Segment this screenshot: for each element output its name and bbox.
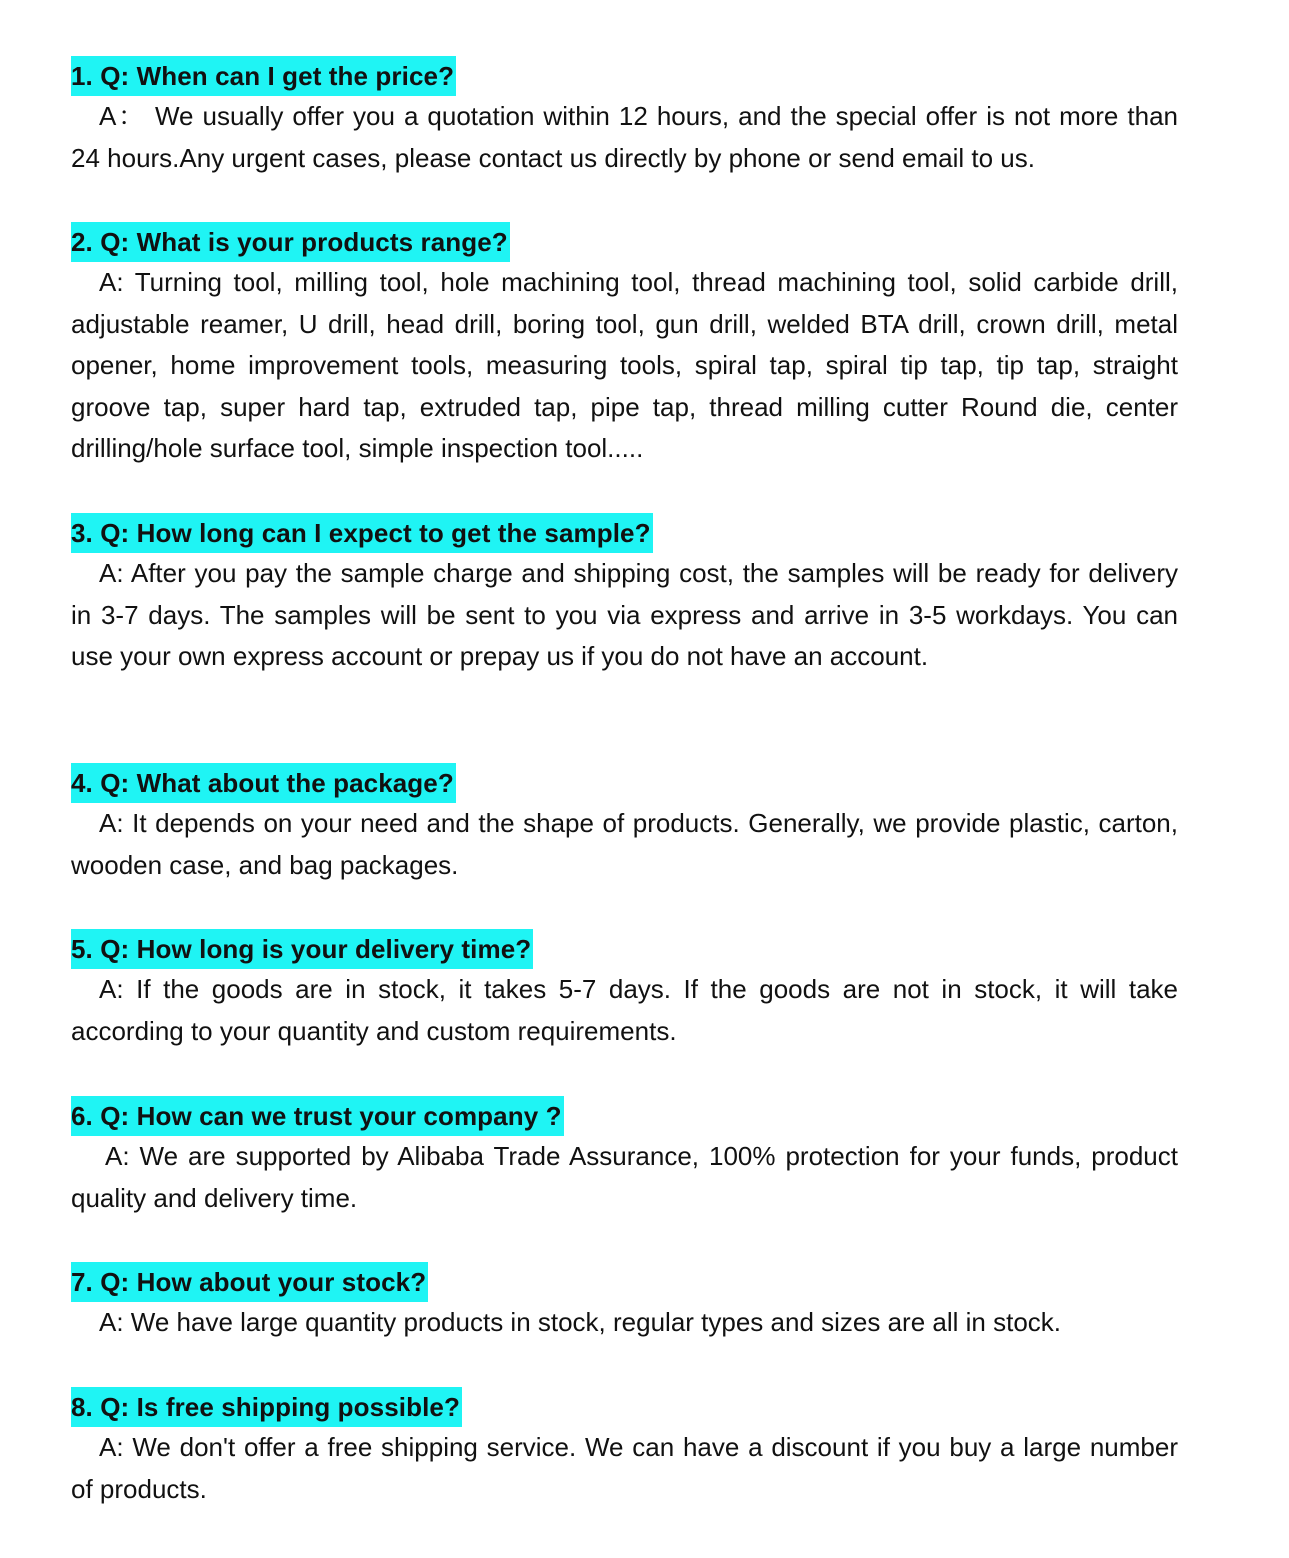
faq-question: 3. Q: How long can I expect to get the sample?: [71, 513, 653, 553]
faq-item: [71, 929, 1178, 1052]
faq-question: 1. Q: When can I get the price?: [71, 56, 456, 96]
faq-answer: A: We are supported by Alibaba Trade Assurance, 100% protection for your funds, product quality and delivery time.: [71, 1141, 1178, 1213]
faq-question: 5. Q: How long is your delivery time?: [71, 929, 533, 969]
faq-question: 8. Q: Is free shipping possible?: [71, 1387, 462, 1427]
faq-answer: A: It depends on your need and the shape of products. Generally, we provide plastic, carton, wooden case, and bag packages.: [71, 808, 1178, 880]
faq-item: [71, 56, 1178, 179]
faq-item: [71, 222, 1178, 470]
faq-question: 7. Q: How about your stock?: [71, 1262, 428, 1302]
faq-answer: A: We have large quantity products in stock, regular types and sizes are all in stock.: [99, 1307, 1061, 1337]
faq-answer: A: After you pay the sample charge and shipping cost, the samples will be ready for delivery in 3-7 days. The samples will be sent to you via express and arrive in 3-5 workdays. You can use your own express account or prepay us if you do not have an account.: [71, 558, 1178, 672]
faq-answer: A: If the goods are in stock, it takes 5-7 days. If the goods are not in stock, it will take according to your quantity and custom requirements.: [71, 974, 1178, 1046]
faq-item: [71, 1262, 1178, 1344]
faq-item: [71, 1096, 1178, 1219]
faq-question: 4. Q: What about the package?: [71, 763, 456, 803]
faq-question: 2. Q: What is your products range?: [71, 222, 510, 262]
faq-item: [71, 763, 1178, 886]
faq-question: 6. Q: How can we trust your company ?: [71, 1096, 564, 1136]
faq-item: [71, 1387, 1178, 1510]
faq-answer: A: Turning tool, milling tool, hole machining tool, thread machining tool, solid carbide drill, adjustable reamer, U drill, head drill, boring tool, gun drill, welded BTA drill, crown drill, metal opener, home improvement tools, measuring tools, spiral tap, spiral tip tap, tip tap, straight groove tap, super hard tap, extruded tap, pipe tap, thread milling cutter Round die, center drilling/hole surface tool, simple inspection tool.....: [71, 267, 1178, 464]
faq-answer: A： We usually offer you a quotation within 12 hours, and the special offer is not more than 24 hours.Any urgent cases, please contact us directly by phone or send email to us.: [71, 101, 1178, 173]
faq-answer: A: We don't offer a free shipping service. We can have a discount if you buy a large number of products.: [71, 1432, 1178, 1504]
faq-item: [71, 513, 1178, 678]
